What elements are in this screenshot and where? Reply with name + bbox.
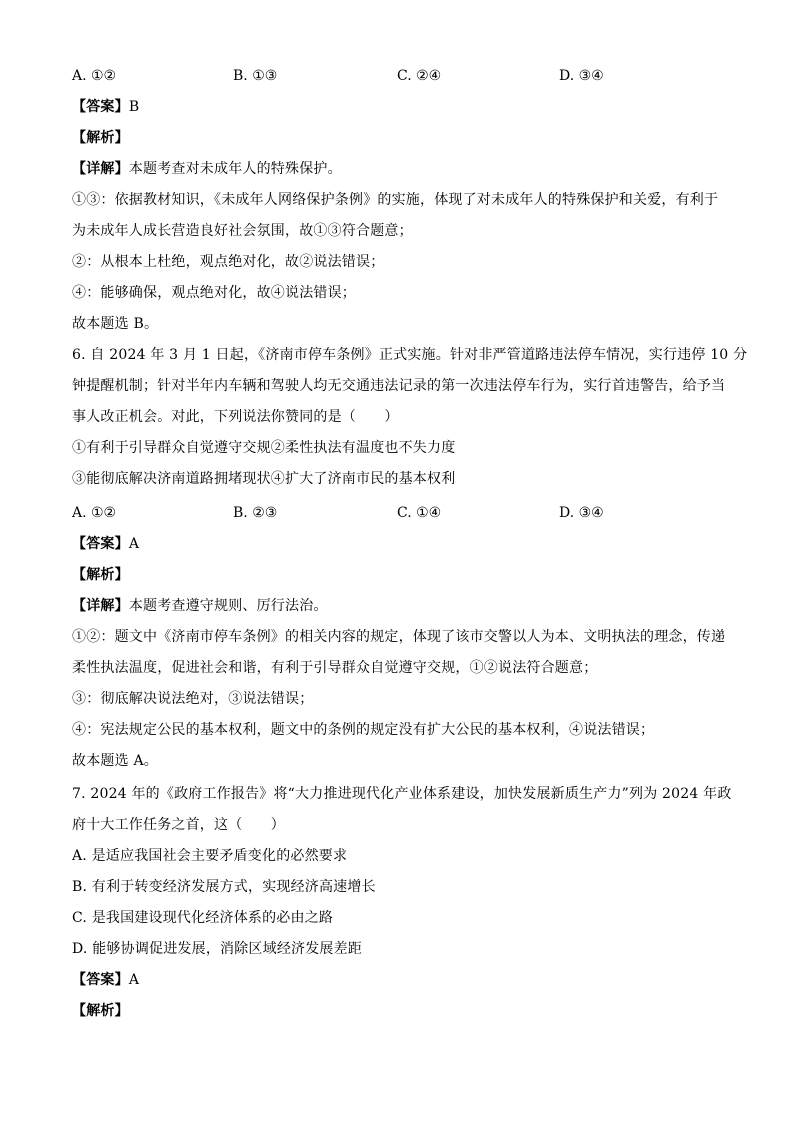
- q5-explanation-line: ④：能够确保，观点绝对化，故④说法错误；: [72, 285, 356, 301]
- q7-option-b: B. 有利于转变经济发展方式，实现经济高速增长: [72, 879, 376, 895]
- q7-option-a: A. 是适应我国社会主要矛盾变化的必然要求: [72, 848, 348, 864]
- detail-label: 【详解】: [72, 598, 129, 614]
- detail-label: 【详解】: [72, 161, 129, 177]
- q5-explanation-line: 为未成年人成长营造良好社会氛围，故①③符合题意；: [72, 223, 413, 239]
- q6-options: [72, 503, 732, 523]
- answer-value: B: [128, 99, 140, 115]
- analysis-label: 【解析】: [72, 1003, 129, 1019]
- q6-option-d: D. ③④: [559, 505, 604, 521]
- q6-stem-line: 钟提醒机制；针对半年内车辆和驾驶人均无交通违法记录的第一次违法停车行为，实行首违警告，给予当: [72, 378, 726, 394]
- q5-options: [72, 66, 732, 86]
- q5-explanation-line: ①③：依据教材知识，《未成年人网络保护条例》的实施，体现了对未成年人的特殊保护和关爱，有利于: [72, 192, 719, 208]
- q7-analysis-label: [72, 1001, 724, 1021]
- q6-option-b: B. ②③: [233, 505, 278, 521]
- q5-option-d: D. ③④: [559, 68, 604, 84]
- answer-label: 【答案】: [72, 972, 129, 988]
- q5-analysis-label: [72, 128, 724, 148]
- q7-stem-line: 府十大工作任务之首，这（ ）: [72, 817, 285, 833]
- analysis-label: 【解析】: [72, 567, 129, 583]
- q5-option-a: A. ①②: [72, 68, 117, 84]
- q6-statement-line: ①有利于引导群众自觉遵守交规②柔性执法有温度也不失力度: [72, 440, 456, 456]
- q6-explanation-line: ①②：题文中《济南市停车条例》的相关内容的规定，体现了该市交警以人为本、文明执法的理念，传递: [72, 629, 726, 645]
- q6-stem-line: 6. 自 2024 年 3 月 1 日起，《济南市停车条例》正式实施。针对非严管道路违法停车情况，实行违停 10 分: [72, 347, 748, 363]
- q6-statement-line: ③能彻底解决济南道路拥堵现状④扩大了济南市民的基本权利: [72, 471, 456, 487]
- q7-option-c: C. 是我国建设现代化经济体系的必由之路: [72, 910, 334, 926]
- q6-detail: [72, 596, 724, 616]
- q7-stem-line: 7. 2024 年的《政府工作报告》将“大力推进现代化产业体系建设，加快发展新质生产力”列为 2024 年政: [72, 786, 732, 802]
- q6-answer: [72, 534, 724, 554]
- q6-option-c: C. ①④: [397, 505, 442, 521]
- q5-option-c: C. ②④: [397, 68, 442, 84]
- q5-detail: [72, 159, 724, 179]
- q6-conclusion: 故本题选 A。: [72, 753, 158, 769]
- q5-conclusion: 故本题选 B。: [72, 316, 159, 332]
- answer-value: A: [128, 536, 140, 552]
- q6-explanation-line: ③：彻底解决说法绝对，③说法错误；: [72, 691, 314, 707]
- answer-label: 【答案】: [72, 536, 129, 552]
- q7-option-d: D. 能够协调促进发展，消除区域经济发展差距: [72, 941, 363, 957]
- q6-stem-line: 事人改正机会。对此，下列说法你赞同的是（ ）: [72, 409, 399, 425]
- q5-answer: [72, 97, 724, 117]
- q5-option-b: B. ①③: [233, 68, 278, 84]
- q6-analysis-label: [72, 565, 724, 585]
- q6-option-a: A. ①②: [72, 505, 117, 521]
- detail-text: 本题考查遵守规则、厉行法治。: [128, 598, 328, 614]
- detail-text: 本题考查对未成年人的特殊保护。: [128, 161, 342, 177]
- answer-label: 【答案】: [72, 99, 129, 115]
- q7-answer: [72, 970, 724, 990]
- q5-explanation-line: ②：从根本上杜绝，观点绝对化，故②说法错误；: [72, 254, 385, 270]
- q6-explanation-line: ④：宪法规定公民的基本权利，题文中的条例的规定没有扩大公民的基本权利，④说法错误；: [72, 722, 655, 738]
- answer-value: A: [128, 972, 140, 988]
- analysis-label: 【解析】: [72, 130, 129, 146]
- q6-explanation-line: 柔性执法温度，促进社会和谐，有利于引导群众自觉遵守交规，①②说法符合题意；: [72, 660, 598, 676]
